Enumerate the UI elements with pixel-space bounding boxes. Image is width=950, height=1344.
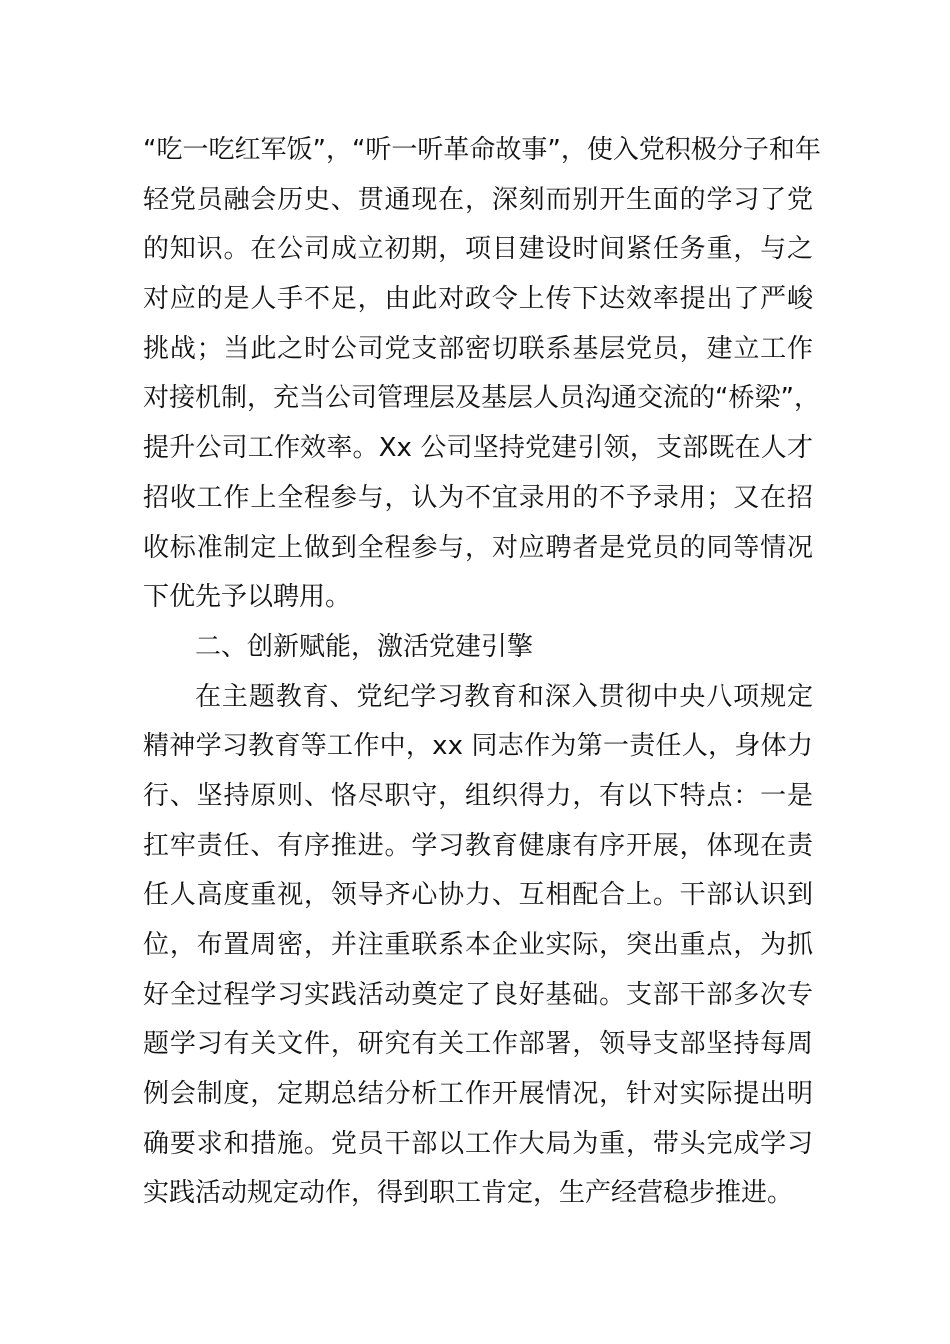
text-line: 的知识。在公司成立初期，项目建设时间紧任务重，与之 (143, 234, 813, 265)
text-line: 收标准制定上做到全程参与，对应聘者是党员的同等情况 (143, 532, 813, 563)
text-line: 提升公司工作效率。Xx 公司坚持党建引领，支部既在人才 (143, 433, 813, 464)
text-line: 例会制度，定期总结分析工作开展情况，针对实际提出明 (143, 1079, 813, 1110)
text-line: 在主题教育、党纪学习教育和深入贯彻中央八项规定 (195, 681, 813, 712)
text-line: 挑战；当此之时公司党支部密切联系基层党员，建立工作 (143, 333, 813, 364)
text-line: 任人高度重视，领导齐心协力、互相配合上。干部认识到 (143, 880, 813, 911)
text-line: 行、坚持原则、恪尽职守，组织得力，有以下特点：一是 (143, 780, 813, 811)
text-line: 下优先予以聘用。 (143, 582, 352, 613)
text-line: “吃一吃红军饭”，“听一听革命故事”，使入党积极分子和年 (143, 135, 821, 165)
text-line: 轻党员融会历史、贯通现在，深刻而别开生面的学习了党 (143, 184, 813, 215)
document-body (143, 126, 821, 1219)
text-line: 好全过程学习实践活动奠定了良好基础。支部干部多次专 (143, 979, 813, 1010)
section-heading: 二、创新赋能，激活党建引擎 (195, 631, 534, 662)
text-line: 实践活动规定动作，得到职工肯定，生产经营稳步推进。 (143, 1178, 794, 1209)
text-line: 位，布置周密，并注重联系本企业实际，突出重点，为抓 (143, 930, 813, 960)
text-line: 对接机制，充当公司管理层及基层人员沟通交流的“桥梁”， (143, 383, 820, 414)
text-line: 确要求和措施。党员干部以工作大局为重，带头完成学习 (143, 1128, 813, 1159)
text-line: 题学习有关文件，研究有关工作部署，领导支部坚持每周 (143, 1029, 813, 1060)
text-line: 扛牢责任、有序推进。学习教育健康有序开展，体现在责 (143, 830, 813, 861)
text-line: 对应的是人手不足，由此对政令上传下达效率提出了严峻 (143, 284, 813, 315)
text-line: 招收工作上全程参与，认为不宜录用的不予录用；又在招 (143, 482, 813, 513)
text-line: 精神学习教育等工作中，xx 同志作为第一责任人，身体力 (143, 731, 813, 762)
